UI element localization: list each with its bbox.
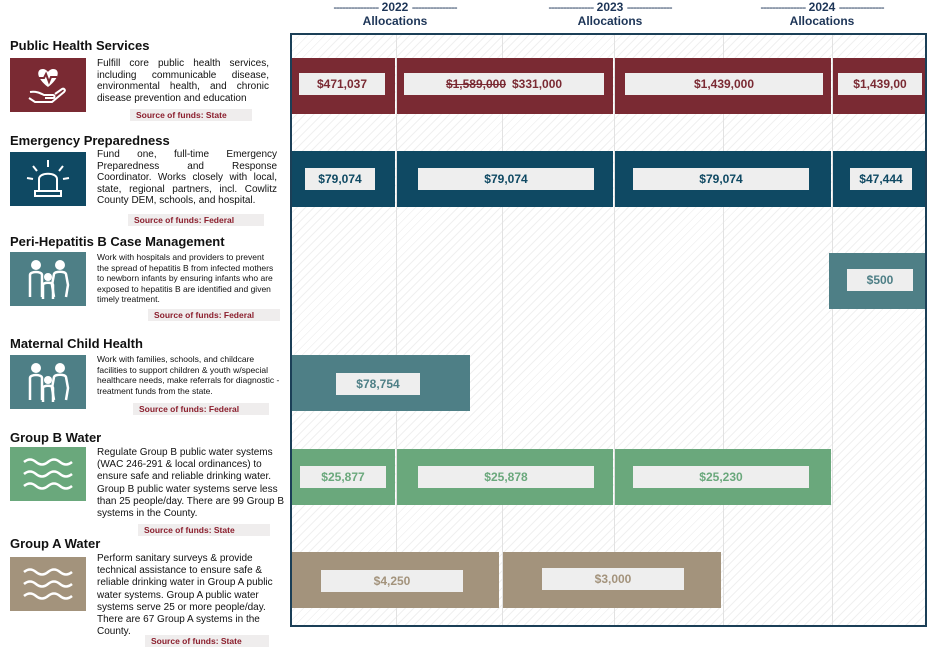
year-label: 2024 bbox=[808, 0, 836, 14]
allocation-amount: $79,074 bbox=[418, 168, 594, 190]
program-title: Peri-Hepatitis B Case Management bbox=[10, 234, 225, 249]
source-of-funds: Source of funds: State bbox=[130, 109, 252, 121]
program-description: Work with families, schools, and childcare facilities to support children & youth w/special healthcare needs, make referrals for diagnostic - treatment funds from the state. bbox=[97, 354, 280, 396]
allocation-amount: $4,250 bbox=[321, 570, 463, 592]
allocation-bar-emergency-preparedness bbox=[615, 151, 831, 207]
water-waves-icon bbox=[22, 566, 74, 602]
year-sublabel: Allocations bbox=[362, 14, 428, 28]
program-description: Fulfill core public health services, including communicable disease, environmental health, and chronic disease prevention and education bbox=[97, 58, 269, 104]
allocation-bar-group-b-water bbox=[615, 449, 831, 505]
allocation-amount: $25,230 bbox=[633, 466, 809, 488]
allocation-bar-maternal-child-health bbox=[292, 355, 470, 411]
program-description: Fund one, full-time Emergency Preparedness and Response Coordinator. Works closely with local, state, regional partners, incl. Cowlitz County DEM, schools, and hospital. bbox=[97, 149, 277, 206]
family-icon bbox=[23, 360, 73, 404]
program-icon-box bbox=[10, 355, 86, 409]
year-header-2022: --------------- 2022 --------------- Allocations bbox=[310, 0, 480, 28]
allocation-amount: $1,439,00 bbox=[838, 73, 922, 95]
program-icon-box bbox=[10, 152, 86, 206]
allocation-amount: $471,037 bbox=[299, 73, 385, 95]
allocation-bar-group-b-water bbox=[397, 449, 613, 505]
source-of-funds: Source of funds: State bbox=[138, 524, 270, 536]
siren-icon bbox=[25, 157, 71, 201]
year-label: 2023 bbox=[596, 0, 624, 14]
program-title: Group A Water bbox=[10, 536, 101, 551]
program-title: Group B Water bbox=[10, 430, 102, 445]
source-of-funds: Source of funds: Federal bbox=[148, 309, 280, 321]
program-description: Regulate Group B public water systems (WAC 246-291 & local ordinances) to ensure safe and reliable drinking water. Group B public water systems serve less than 25 people/day. There are 99 Group B systems in the County. bbox=[97, 447, 284, 520]
family-icon bbox=[23, 257, 73, 301]
allocation-amount: $3,000 bbox=[542, 568, 684, 590]
source-of-funds: Source of funds: Federal bbox=[133, 403, 269, 415]
program-description: Work with hospitals and providers to prevent the spread of hepatitis B from infected mothers to newborn infants by ensuring infants who are exposed to hepatitis B are identified and given timely treatment. bbox=[97, 252, 274, 304]
allocation-bar-group-b-water bbox=[292, 449, 395, 505]
year-header-2024: --------------- 2024 --------------- Allocations bbox=[737, 0, 907, 28]
allocation-bar-public-health bbox=[292, 58, 395, 114]
program-title: Public Health Services bbox=[10, 38, 150, 53]
allocation-amount-struck: $1,589,000 bbox=[445, 77, 506, 91]
allocation-bar-public-health bbox=[833, 58, 927, 114]
year-sublabel: Allocations bbox=[789, 14, 855, 28]
allocation-amount: $25,877 bbox=[300, 466, 386, 488]
allocation-bar-group-a-water bbox=[292, 552, 499, 608]
allocation-bar-emergency-preparedness bbox=[833, 151, 927, 207]
program-icon-box bbox=[10, 58, 86, 112]
source-of-funds: Source of funds: State bbox=[145, 635, 269, 647]
program-icon-box bbox=[10, 557, 86, 611]
allocation-bar-public-health bbox=[615, 58, 831, 114]
allocation-bar-emergency-preparedness bbox=[397, 151, 613, 207]
allocation-bar-group-a-water bbox=[503, 552, 721, 608]
allocation-bar-peri-hepatitis-b bbox=[829, 253, 927, 309]
allocation-amount: $79,074 bbox=[633, 168, 809, 190]
program-icon-box bbox=[10, 252, 86, 306]
source-of-funds: Source of funds: Federal bbox=[128, 214, 264, 226]
allocation-amount: $331,000 bbox=[512, 77, 563, 91]
water-waves-icon bbox=[22, 456, 74, 492]
year-sublabel: Allocations bbox=[577, 14, 643, 28]
allocation-amount: $500 bbox=[847, 269, 913, 291]
allocation-amount: $79,074 bbox=[305, 168, 375, 190]
allocation-amount-pair bbox=[404, 73, 604, 95]
allocation-amount: $47,444 bbox=[850, 168, 912, 190]
heart-in-hand-icon bbox=[26, 65, 70, 105]
program-title: Emergency Preparedness bbox=[10, 133, 170, 148]
allocation-amount: $1,439,000 bbox=[625, 73, 823, 95]
allocation-amount: $25,878 bbox=[418, 466, 594, 488]
year-label: 2022 bbox=[381, 0, 409, 14]
program-description: Perform sanitary surveys & provide technical assistance to ensure safe & reliable drinking water in Group A public water systems. Group A public water systems serve 25 or more people/day. There are 67 Group A systems in the County. bbox=[97, 553, 273, 638]
program-icon-box bbox=[10, 447, 86, 501]
year-header-2023: --------------- 2023 --------------- Allocations bbox=[525, 0, 695, 28]
allocation-timeline bbox=[290, 33, 927, 627]
allocation-bar-public-health bbox=[397, 58, 613, 114]
allocation-bar-emergency-preparedness bbox=[292, 151, 395, 207]
program-title: Maternal Child Health bbox=[10, 336, 143, 351]
allocation-amount: $78,754 bbox=[336, 373, 420, 395]
